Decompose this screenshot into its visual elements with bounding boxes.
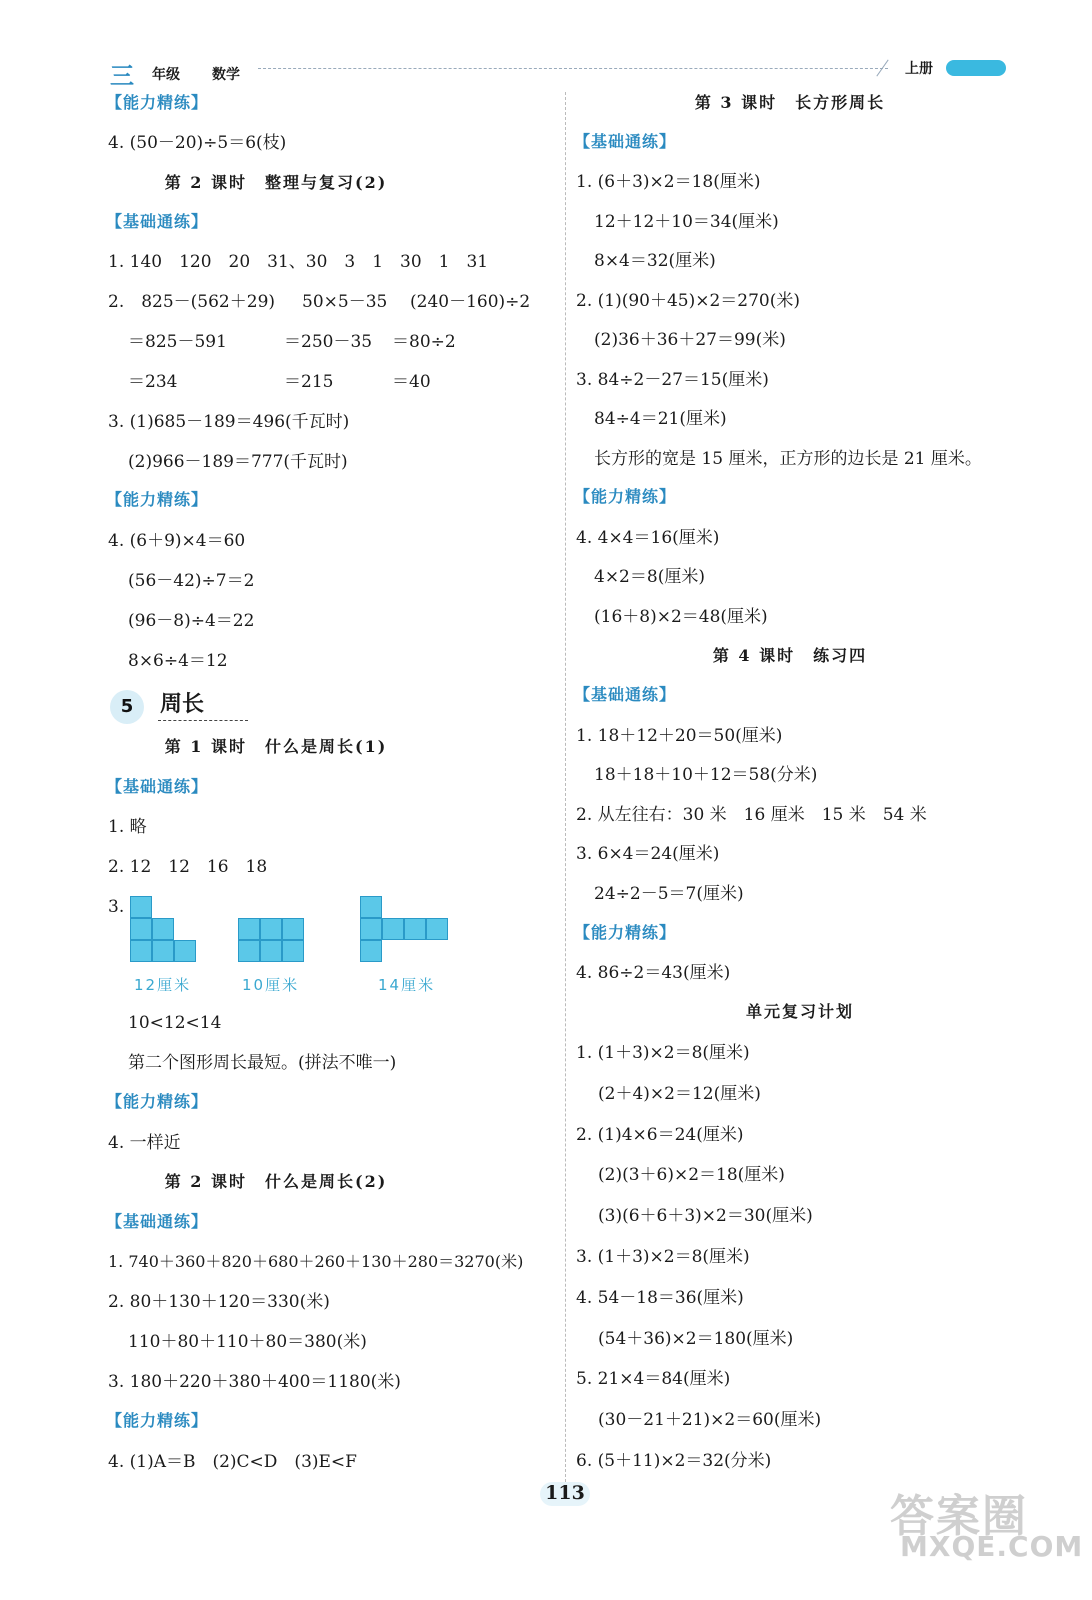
answer-line: 24÷2－5＝7(厘米) [594,884,744,904]
answer-line: 长方形的宽是 15 厘米，正方形的边长是 21 厘米。 [594,449,982,469]
answer-line: (96－8)÷4＝22 [128,611,255,631]
lesson-title: 第 2 课时 什么是周长(2) [164,1172,388,1191]
answer-line: 50×5－35 [302,292,388,312]
answer-line: 2. (1)4×6＝24(厘米) [576,1125,744,1145]
answer-line: 3. (1＋3)×2＝8(厘米) [576,1247,750,1267]
answer-line: 1. 略 [108,817,147,837]
answer-line: (240－160)÷2 [410,292,531,312]
answer-line: 第二个图形周长最短。(拼法不唯一) [128,1053,397,1073]
answer-line: 3. [108,897,125,917]
answer-line: 4. 一样近 [108,1133,181,1153]
figure-label: 14厘米 [378,976,436,994]
answer-line: ＝250－35 [284,332,373,352]
answer-line: 3. 6×4＝24(厘米) [576,844,720,864]
section-heading: 【基础通练】 [106,1212,209,1231]
section-heading: 【基础通练】 [574,132,677,151]
answer-line: 1. 740＋360＋820＋680＋260＋130＋280＝3270(米) [108,1252,524,1271]
answer-line: 1. (1＋3)×2＝8(厘米) [576,1043,750,1063]
answer-line: 4. (6＋9)×4＝60 [108,531,246,551]
answer-line: 4. 86÷2＝43(厘米) [576,963,731,983]
section-heading: 【能力精练】 [574,487,677,506]
answer-line: 110＋80＋110＋80＝380(米) [128,1332,367,1352]
column-divider [565,92,566,1502]
answer-line: ＝215 [284,372,334,392]
lesson-title: 第 3 课时 长方形周长 [694,93,886,112]
answer-line: 2. 从左往右：30 米 16 厘米 15 米 54 米 [576,805,927,825]
answer-line: 4. (1)A＝B (2)C<D (3)E<F [108,1452,357,1472]
answer-line: 4. 4×4＝16(厘米) [576,528,720,548]
section-heading: 【能力精练】 [574,923,677,942]
answer-line: 6. (5＋11)×2＝32(分米) [576,1451,772,1471]
section-heading: 【能力精练】 [106,490,209,509]
page-number: 113 [545,1482,585,1504]
answer-line: 2. 825－(562＋29) [108,292,276,312]
answer-line: ＝234 [128,372,178,392]
figure-label: 10厘米 [242,976,300,994]
answer-line: 4. (50－20)÷5＝6(枝) [108,133,287,153]
section-heading: 【能力精练】 [106,1092,209,1111]
answer-line: ＝40 [392,372,431,392]
section-heading: 【基础通练】 [574,685,677,704]
answer-line: 3. 84÷2－27＝15(厘米) [576,370,769,390]
answer-line: ＝825－591 [128,332,227,352]
answer-line: (54＋36)×2＝180(厘米) [598,1329,794,1349]
answer-line: 84÷4＝21(厘米) [594,409,727,429]
answer-line: (56－42)÷7＝2 [128,571,255,591]
review-title: 单元复习计划 [745,1002,854,1021]
right-column [570,0,1060,1560]
answer-line: 1. 18＋12＋20＝50(厘米) [576,726,783,746]
answer-line: (2)(3＋6)×2＝18(厘米) [598,1165,785,1185]
answer-line: 8×4＝32(厘米) [594,251,716,271]
watermark-url: MXQE.COM [900,1530,1084,1563]
answer-line: (3)(6＋6＋3)×2＝30(厘米) [598,1206,813,1226]
grade-label: 年级 [152,67,180,83]
answer-line: 2. 80＋130＋120＝330(米) [108,1292,330,1312]
answer-line: (16＋8)×2＝48(厘米) [594,607,768,627]
section-heading: 【基础通练】 [106,212,209,231]
lesson-title: 第 1 课时 什么是周长(1) [164,737,388,756]
answer-line: ＝80÷2 [392,332,456,352]
answer-line: 2. 12 12 16 18 [108,857,268,877]
answer-line: 1. (6＋3)×2＝18(厘米) [576,172,761,192]
answer-line: 8×6÷4＝12 [128,651,228,671]
answer-line: 1. 140 120 20 31、30 3 1 30 1 31 [108,252,489,272]
answer-line: 5. 21×4＝84(厘米) [576,1369,731,1389]
answer-line: 12＋12＋10＝34(厘米) [594,212,779,232]
unit-title: 周长 [160,692,205,717]
answer-line: (30－21＋21)×2＝60(厘米) [598,1410,822,1430]
volume-label: 上册 [905,61,933,77]
answer-line: 4×2＝8(厘米) [594,567,705,587]
subject-label: 数学 [212,67,240,83]
lesson-title: 第 4 课时 练习四 [712,646,868,665]
watermark-logo: 答案圈 [890,1491,1028,1542]
section-heading: 【能力精练】 [106,93,209,112]
answer-line: (2)966－189＝777(千瓦时) [128,452,348,472]
grade-mark: 三 [110,62,134,90]
unit-number-badge: 5 [110,690,144,724]
section-heading: 【能力精练】 [106,1411,209,1430]
answer-line: 3. (1)685－189＝496(千瓦时) [108,412,350,432]
answer-line: 10<12<14 [128,1013,222,1033]
section-heading: 【基础通练】 [106,777,209,796]
answer-line: 2. (1)(90＋45)×2＝270(米) [576,291,801,311]
answer-line: 18＋18＋10＋12＝58(分米) [594,765,818,785]
answer-line: (2)36＋36＋27＝99(米) [594,330,786,350]
answer-line: 4. 54－18＝36(厘米) [576,1288,744,1308]
figure-label: 12厘米 [134,976,192,994]
answer-line: (2＋4)×2＝12(厘米) [598,1084,761,1104]
lesson-title: 第 2 课时 整理与复习(2) [164,173,388,192]
answer-line: 3. 180＋220＋380＋400＝1180(米) [108,1372,401,1392]
